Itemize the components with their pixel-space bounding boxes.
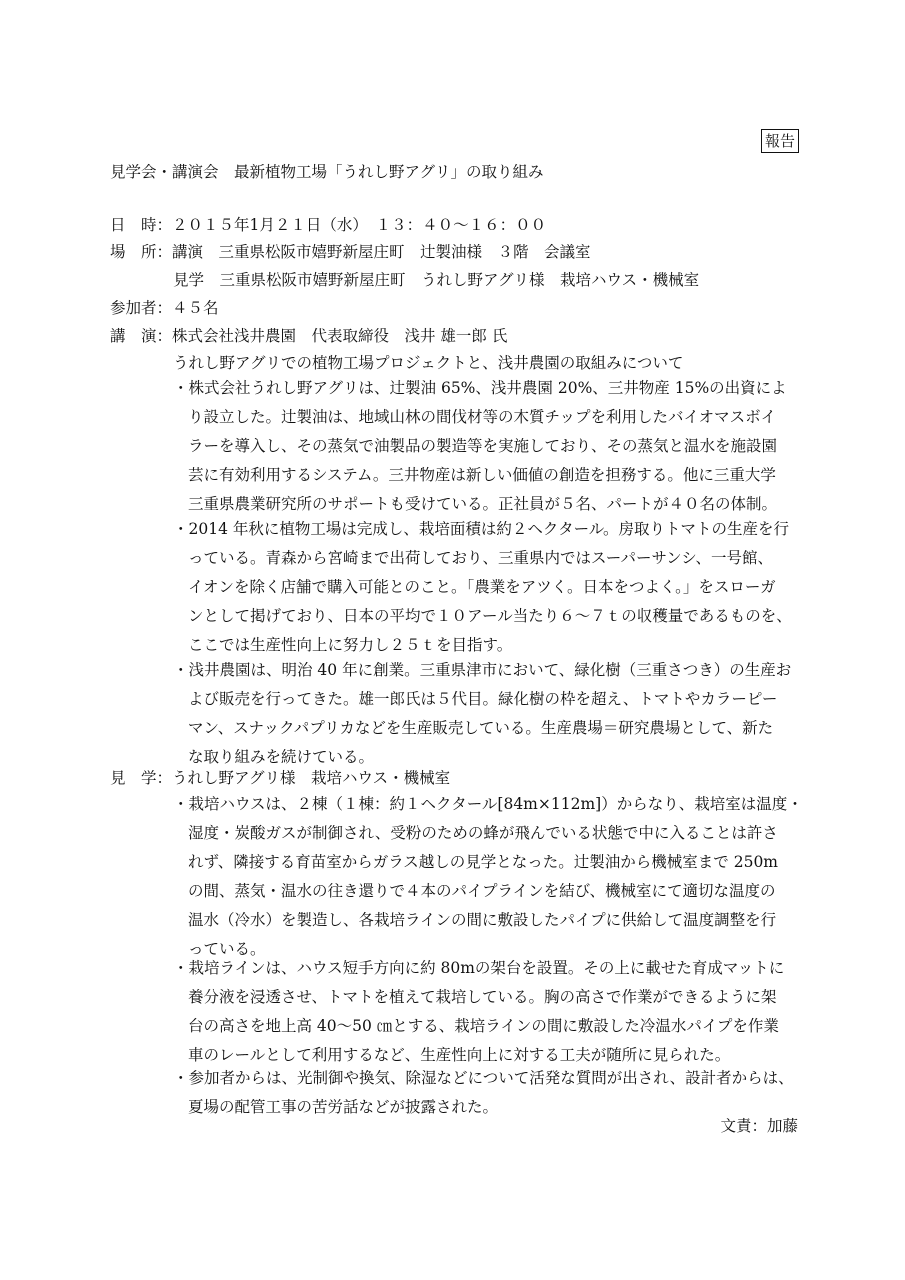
bullet-line: ・参加者からは、光制御や換気、除湿などについて活発な質問が出され、設計者からは、: [173, 1069, 794, 1087]
lecture-bullet-3: [173, 656, 803, 772]
tour-bullet-3: [173, 1064, 803, 1122]
bullet-line: ラーを導入し、その蒸気で油製品の製造等を実施しており、その蒸気と温水を施設園: [188, 437, 778, 455]
tour-bullet-1: [173, 790, 803, 964]
bullet-line: な取り組みを続けている。: [188, 748, 375, 766]
tour-line: 見 学：うれし野アグリ様 栽培ハウス・機械室: [110, 769, 451, 787]
bullet-line: よび販売を行ってきた。雄一郎氏は５代目。緑化樹の枠を超え、トマトやカラーピー: [188, 690, 778, 708]
bullet-line: ・株式会社うれし野アグリは、辻製油 65%、浅井農園 20%、三井物産 15%の出資によ: [173, 379, 787, 397]
bullet-line: ンとして掲げており、日本の平均で１０アール当たり６～７ｔの収穫量であるものを、: [188, 607, 792, 625]
bullet-line: イオンを除く店舗で購入可能とのこと。「農業をアツく。日本をつよく。」をスローガ: [188, 578, 776, 596]
bullet-line: れず、隣接する育苗室からガラス越しの見学となった。辻製油から機械室まで 250m: [188, 853, 779, 871]
place-lecture-line: 場 所：講演 三重県松阪市嬉野新屋庄町 辻製油様 ３階 会議室: [110, 243, 591, 261]
bullet-line: っている。: [188, 940, 266, 958]
bullet-line: ・栽培ラインは、ハウス短手方向に約 80mの架台を設置。その上に載せた育成マットに: [173, 959, 785, 977]
bullet-line: 台の高さを地上高 40～50 ㎝とする、栽培ラインの間に敷設した冷温水パイプを作業: [188, 1017, 779, 1035]
bullet-line: 湿度・炭酸ガスが制御され、受粉のための蜂が飛んでいる状態で中に入ることは許さ: [188, 824, 778, 842]
report-badge: 報告: [761, 129, 799, 153]
bullet-line: 芸に有効利用するシステム。三井物産は新しい価値の創造を担務する。他に三重大学: [188, 466, 776, 484]
bullet-line: ・2014 年秋に植物工場は完成し、栽培面積は約２ヘクタール。房取りトマトの生産を行: [173, 520, 790, 538]
bullet-line: 温水（冷水）を製造し、各栽培ラインの間に敷設したパイプに供給して温度調整を行: [188, 911, 777, 929]
lecture-topic-line: うれし野アグリでの植物工場プロジェクトと、浅井農園の取組みについて: [173, 354, 684, 372]
lecture-line: 講 演：株式会社浅井農園 代表取締役 浅井 雄一郎 氏: [110, 327, 508, 345]
bullet-line: 夏場の配管工事の苦労話などが披露された。: [188, 1098, 499, 1116]
participants-line: 参加者：４５名: [110, 299, 219, 317]
author-credit: 文責：加藤: [720, 1117, 798, 1135]
report-title: 見学会・講演会 最新植物工場「うれし野アグリ」の取り組み: [110, 163, 544, 181]
lecture-bullet-2: [173, 515, 803, 660]
bullet-line: 三重県農業研究所のサポートも受けている。正社員が５名、パートが４０名の体制。: [188, 495, 778, 513]
bullet-line: ここでは生産性向上に努力し２５ｔを目指す。: [188, 636, 513, 654]
bullet-line: ・浅井農園は、明治 40 年に創業。三重県津市において、緑化樹（三重さつき）の生産お: [173, 661, 792, 679]
bullet-line: 養分液を浸透させ、トマトを植えて栽培している。胸の高さで作業ができるように架: [188, 988, 777, 1006]
place-tour-line: 見学 三重県松阪市嬉野新屋庄町 うれし野アグリ様 栽培ハウス・機械室: [173, 271, 700, 289]
tour-bullet-2: [173, 954, 803, 1070]
bullet-line: の間、蒸気・温水の往き還りで４本のパイプラインを結び、機械室にて適切な温度の: [188, 882, 776, 900]
lecture-bullet-1: [173, 374, 803, 519]
bullet-line: っている。青森から宮崎まで出荷しており、三重県内ではスーパーサンシ、一号館、: [188, 549, 774, 567]
date-line: 日 時：２０１５年1月２１日（水） １３：４０～１６：００: [110, 216, 547, 234]
bullet-line: 車のレールとして利用するなど、生産性向上に対する工夫が随所に見られた。: [188, 1046, 731, 1064]
bullet-line: り設立した。辻製油は、地域山林の間伐材等の木質チップを利用したバイオマスボイ: [188, 408, 777, 426]
bullet-line: ・栽培ハウスは、２棟（１棟：約１ヘクタール[84m×112m]）からなり、栽培室は温度・: [173, 795, 803, 813]
bullet-line: マン、スナックパプリカなどを生産販売している。生産農場＝研究農場として、新た: [188, 719, 774, 737]
